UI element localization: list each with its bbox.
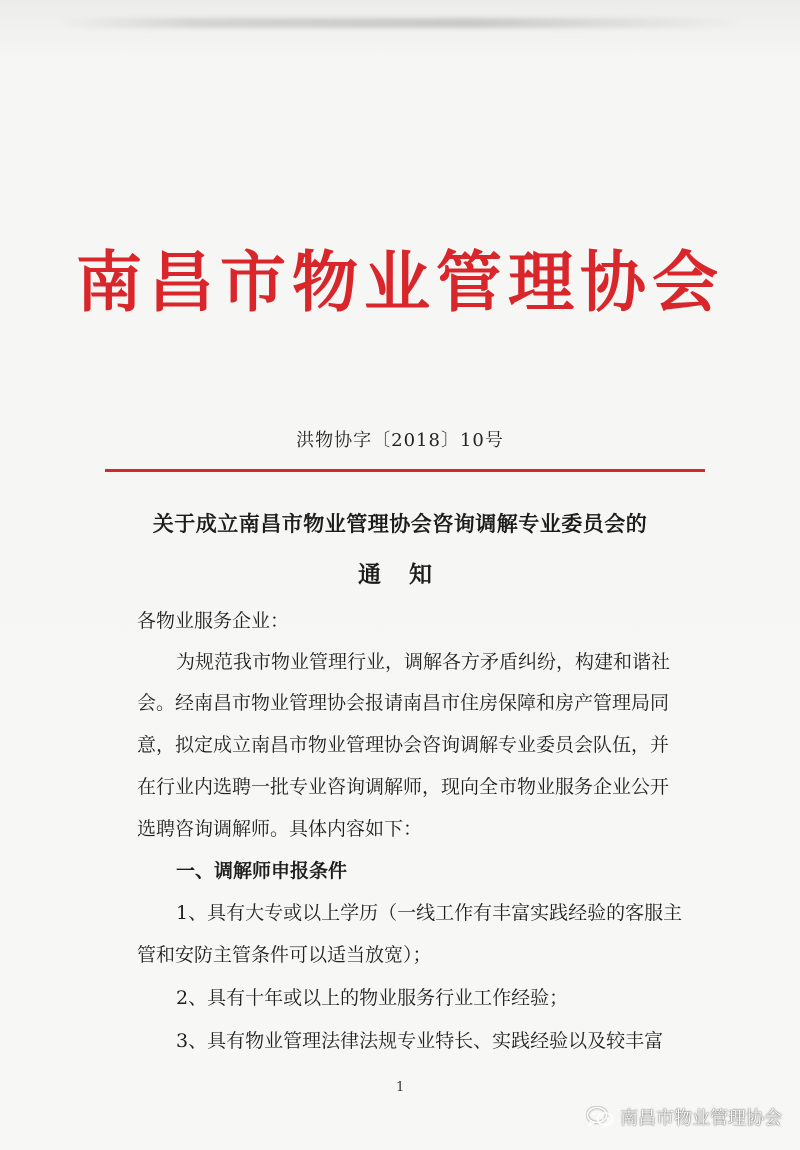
document-number: 洪物协字〔2018〕10号 (296, 430, 504, 451)
organization-header: 南昌市物业管理协会 (76, 244, 724, 321)
list-item: 管和安防主管条件可以适当放宽）； (137, 944, 432, 966)
page-number: 1 (396, 1080, 405, 1095)
paragraph-line: 在行业内选聘一批专业咨询调解师，现向全市物业服务企业公开 (137, 776, 670, 798)
red-divider (105, 469, 705, 472)
paragraph-line: 选聘咨询调解师。具体内容如下： (137, 818, 423, 840)
notice-subtitle: 通 知 (357, 562, 442, 588)
watermark-text: 南昌市物业管理协会 (620, 1108, 782, 1129)
salutation: 各物业服务企业： (137, 610, 290, 632)
section-heading: 一、调解师申报条件 (176, 860, 348, 882)
list-item: 3、具有物业管理法律法规专业特长、实践经验以及较丰富 (176, 1030, 664, 1052)
paragraph-line: 意，拟定成立南昌市物业管理协会咨询调解专业委员会队伍，并 (137, 734, 670, 756)
paragraph-line: 为规范我市物业管理行业，调解各方矛盾纠纷，构建和谐社 (176, 651, 671, 673)
list-item: 1、具有大专或以上学历（一线工作有丰富实践经验的客服主 (176, 902, 683, 924)
paragraph-line: 会。经南昌市物业管理协会报请南昌市住房保障和房产管理局同 (137, 692, 670, 714)
scan-shadow (60, 18, 740, 28)
wechat-icon (586, 1106, 614, 1128)
wechat-watermark (586, 1104, 782, 1130)
notice-title: 关于成立南昌市物业管理协会咨询调解专业委员会的 (152, 512, 648, 536)
list-item: 2、具有十年或以上的物业服务行业工作经验； (176, 987, 569, 1009)
